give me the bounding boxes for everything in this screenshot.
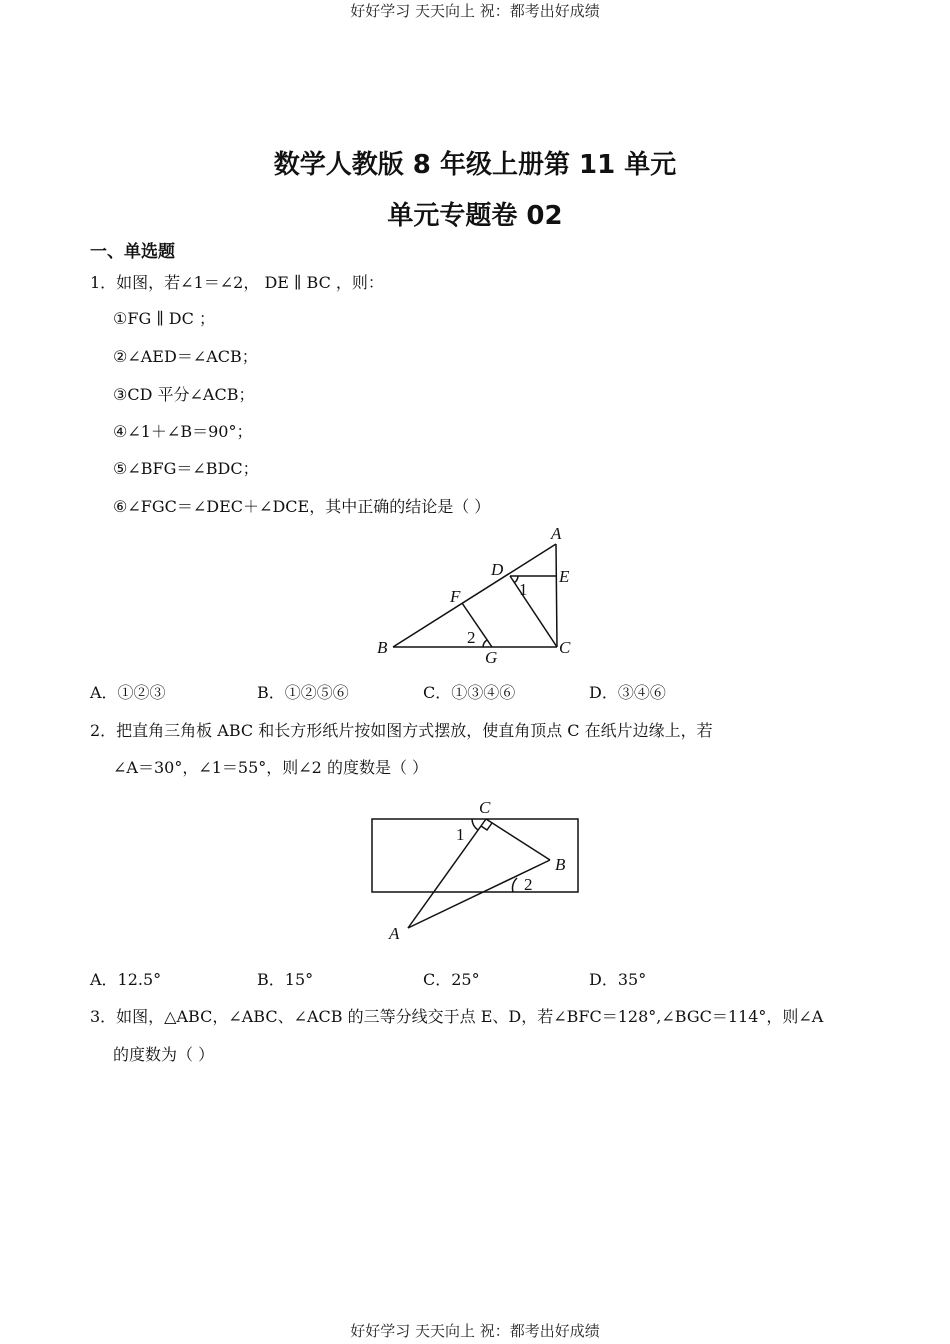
label-c: C xyxy=(559,638,571,657)
page-footer: 好好学习 天天向上 祝：都考出好成绩 xyxy=(350,1322,600,1340)
segment-ac xyxy=(556,544,557,647)
label-angle-2: 2 xyxy=(524,875,533,894)
question-2-option-d: D．35° xyxy=(589,970,647,989)
question-1-option-d: D．③④⑥ xyxy=(589,683,666,702)
question-2-stem-line-2: ∠A＝30°，∠1＝55°，则∠2 的度数是（ ） xyxy=(113,758,429,777)
question-1-item-3: ③CD 平分∠ACB； xyxy=(113,385,255,404)
label-b: B xyxy=(377,638,388,657)
label-g: G xyxy=(485,648,498,667)
segment-dc xyxy=(510,576,557,647)
label-a: A xyxy=(389,924,400,943)
question-2-option-a: A．12.5° xyxy=(90,970,162,989)
question-1-figure xyxy=(370,520,590,670)
label-f: F xyxy=(450,587,461,606)
question-1-option-c: C．①③④⑥ xyxy=(423,683,516,702)
angle-2-arc xyxy=(512,878,517,892)
question-2-option-b: B．15° xyxy=(257,970,314,989)
page-subtitle: 单元专题卷 02 xyxy=(387,201,563,231)
question-1-item-1: ①FG ∥ DC ； xyxy=(113,309,215,328)
label-angle-1: 1 xyxy=(519,580,528,599)
label-e: E xyxy=(559,567,570,586)
label-d: D xyxy=(491,560,504,579)
segment-ab xyxy=(408,860,550,928)
question-2-figure xyxy=(360,790,600,950)
question-1-option-a: A．①②③ xyxy=(90,683,166,702)
question-1-option-b: B．①②⑤⑥ xyxy=(257,683,349,702)
question-1-item-6: ⑥∠FGC＝∠DEC＋∠DCE，其中正确的结论是（ ） xyxy=(113,497,491,516)
question-1-item-5: ⑤∠BFG＝∠BDC； xyxy=(113,459,259,478)
question-3-stem-line-1: 3．如图，△ABC，∠ABC、∠ACB 的三等分线交于点 E、D，若∠BFC＝128°,∠BGC＝114°，则∠A xyxy=(90,1007,824,1026)
angle-1-arc xyxy=(514,576,518,583)
label-angle-2: 2 xyxy=(467,628,476,647)
label-angle-1: 1 xyxy=(456,825,465,844)
label-a: A xyxy=(551,524,562,543)
segment-cb xyxy=(486,819,550,860)
angle-1-arc xyxy=(472,819,478,830)
segment-ca xyxy=(408,819,486,928)
question-1-item-4: ④∠1＋∠B＝90°； xyxy=(113,422,253,441)
question-1-stem: 1．如图，若∠1＝∠2， DE ∥ BC ，则： xyxy=(90,273,384,292)
question-2-stem-line-1: 2．把直角三角板 ABC 和长方形纸片按如图方式摆放，使直角顶点 C 在纸片边缘上，若 xyxy=(90,721,713,740)
rectangle-paper xyxy=(372,819,578,892)
page-title: 数学人教版 8 年级上册第 11 单元 xyxy=(273,150,677,180)
question-2-option-c: C．25° xyxy=(423,970,480,989)
question-1-item-2: ②∠AED＝∠ACB； xyxy=(113,347,258,366)
question-3-stem-line-2: 的度数为（ ） xyxy=(113,1045,215,1064)
page-header: 好好学习 天天向上 祝：都考出好成绩 xyxy=(350,2,600,20)
angle-2-arc xyxy=(483,640,487,647)
label-b: B xyxy=(555,855,566,874)
label-c: C xyxy=(479,798,491,817)
section-title: 一、单选题 xyxy=(90,242,175,262)
